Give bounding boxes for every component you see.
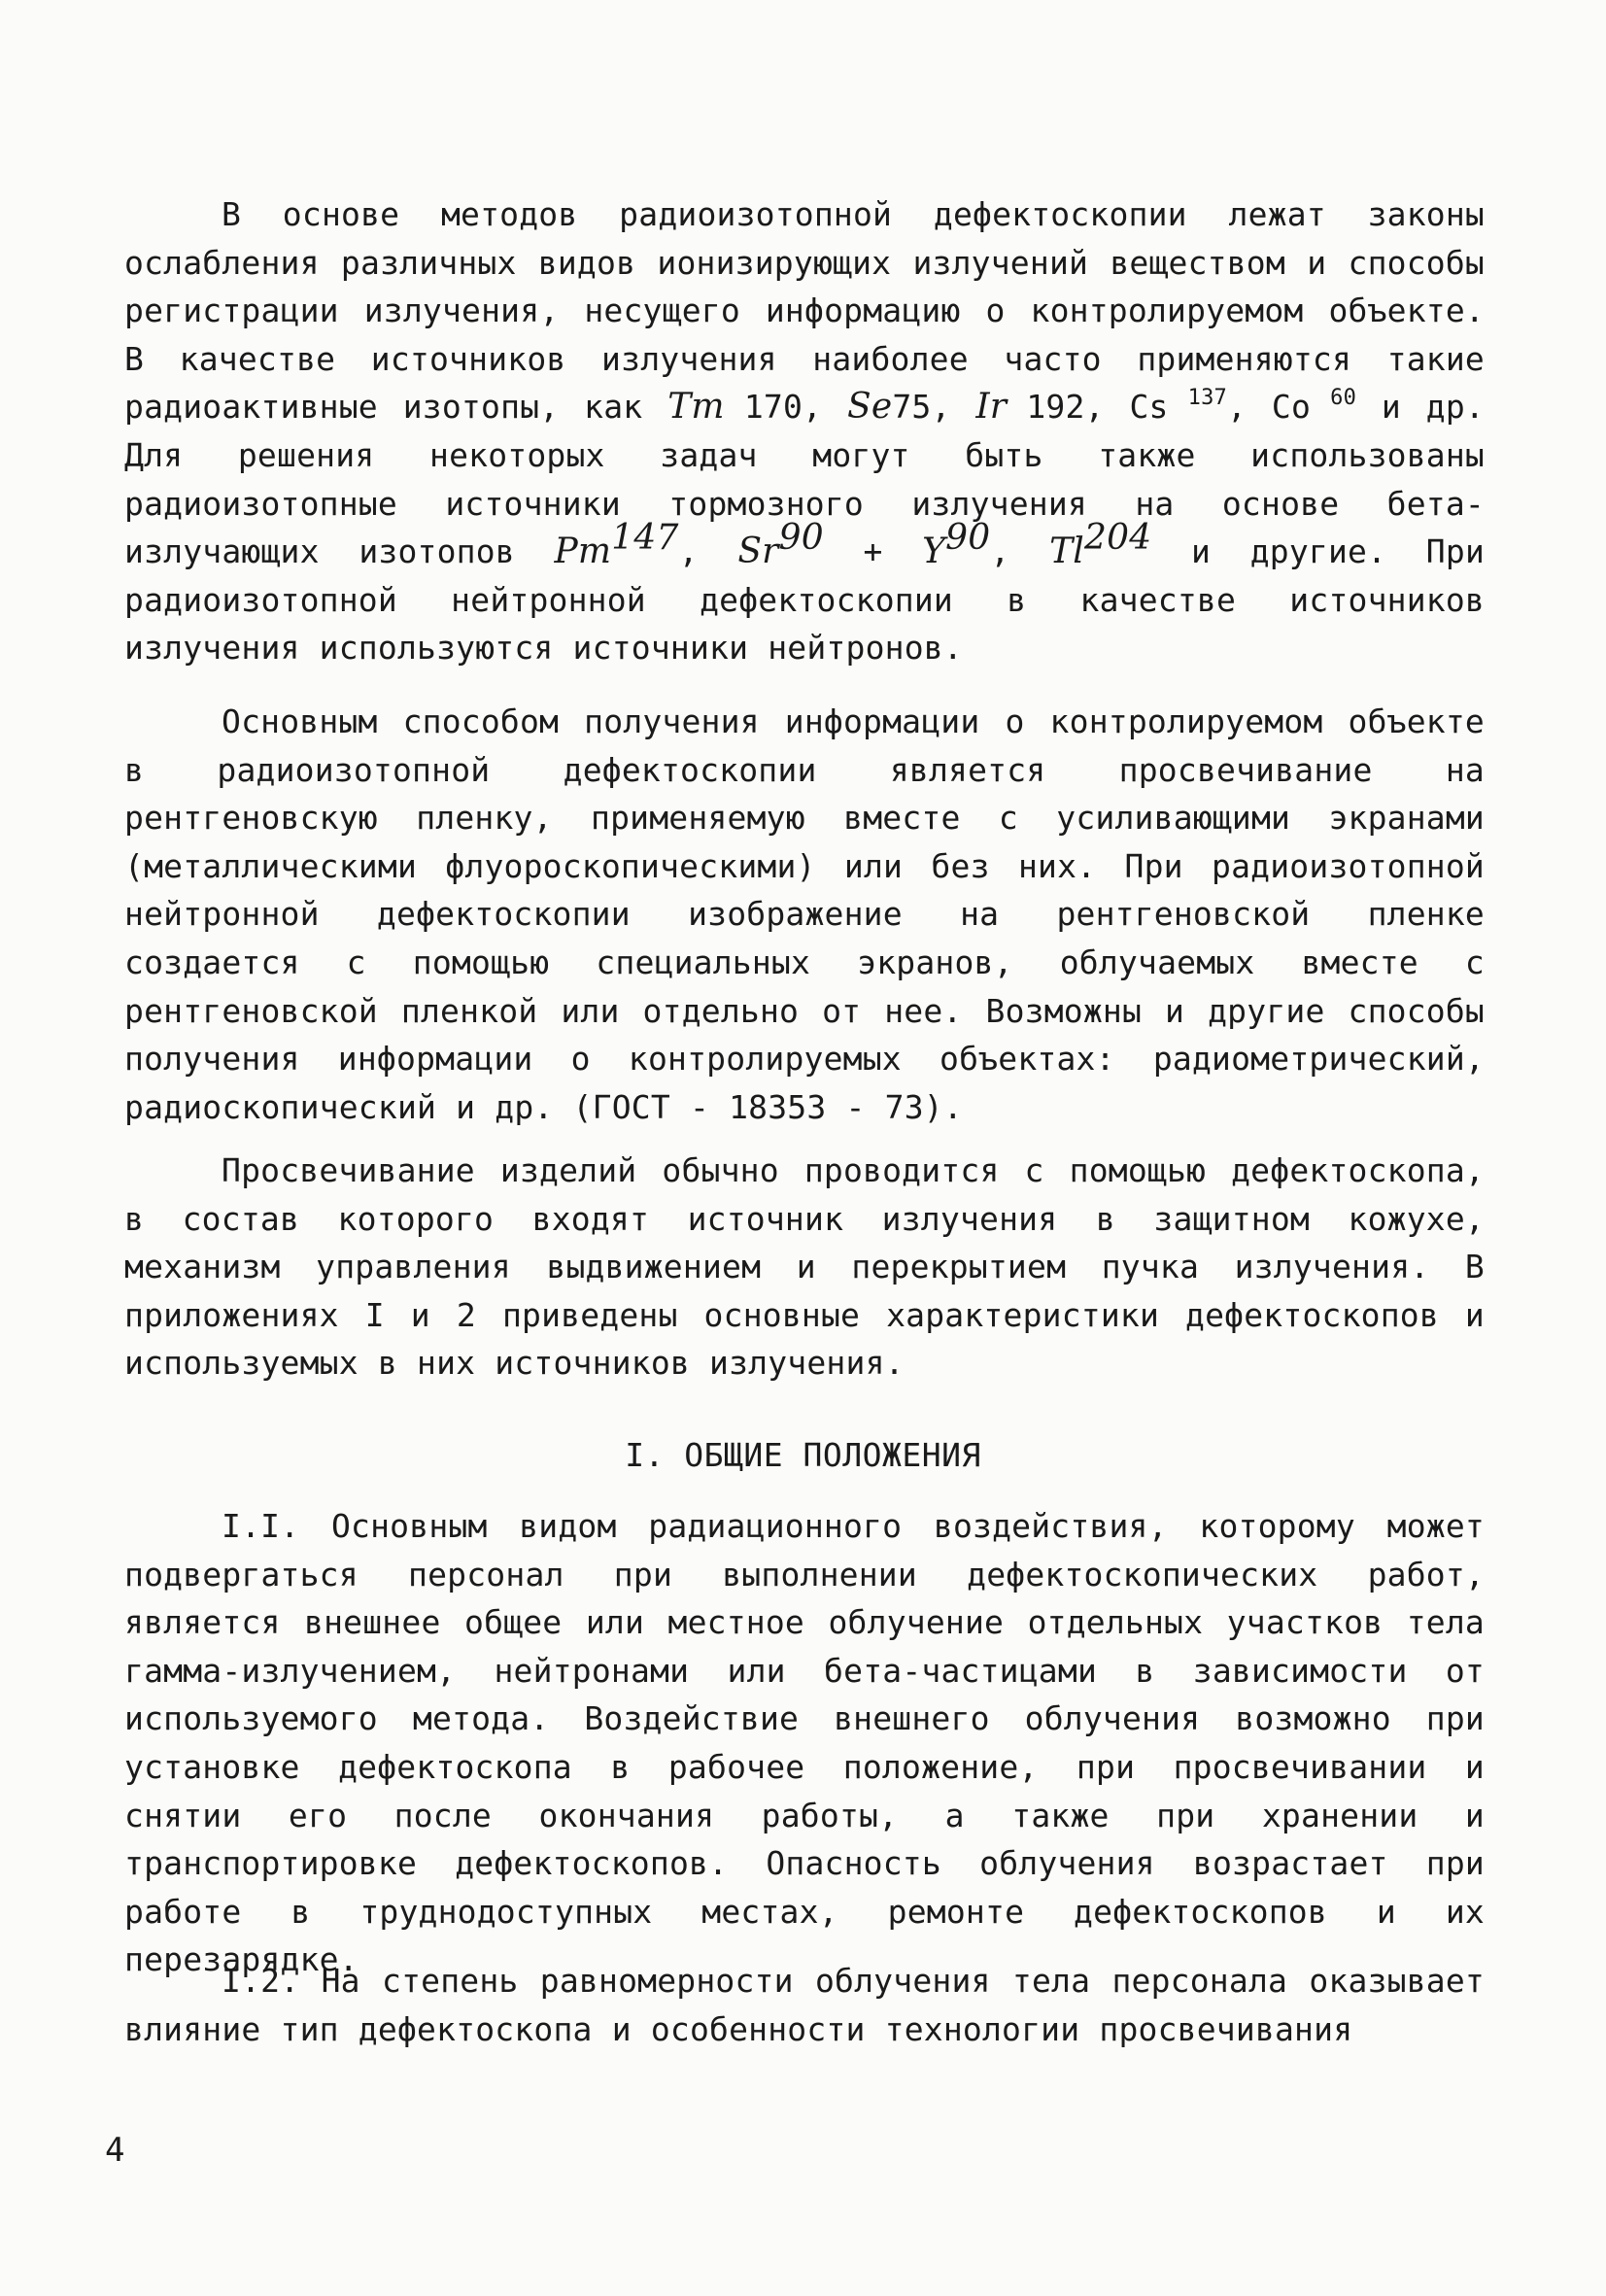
paragraph-clause-1-1: I.I. Основным видом радиационного воздействия, которому может подвергаться персонал при выполнении дефектоскопических работ, является внешнее общее или местное облучение отдельных участков тела гамма-излучением, нейтронами или бета-частицами в зависимости от используемого метода. Воздействие внешнего облучения возможно при установке дефектоскопа в рабочее положение, при просвечивании и снятии его после окончания работы, а также при хранении и транспортировке дефектоскопов. Опасность облучения возрастает при работе в труднодоступных местах, ремонте дефектоскопов и их перезарядке. <box>124 1507 1485 1979</box>
isotope-symbol: Pm <box>554 531 612 572</box>
separator: , <box>1084 388 1130 427</box>
section-heading: I. ОБЩИЕ ПОЛОЖЕНИЯ <box>625 1436 981 1474</box>
isotope-symbol: Tl <box>1049 531 1085 572</box>
separator: , <box>990 532 1050 571</box>
isotope-mass: 90 <box>945 518 991 559</box>
isotope-symbol: Ir <box>975 387 1008 428</box>
isotope-symbol: Se <box>846 387 893 428</box>
isotope-symbol: Cs <box>1129 388 1169 427</box>
paragraph-clause-1-2: I.2. На степень равномерности облучения тела персонала оказывает влияние тип дефектоскопа и особенности технологии просвечивания <box>124 1962 1485 2048</box>
paragraph-text: В основе методов радиоизотопной дефектоскопии лежат законы ослабления различных видов ионизирующих излучений веществом и способы регистрации излучения, несущего информацию о контролируемом объекте. В качестве источников излучения наиболее часто применяются такие радиоактивные изотопы, как <box>124 195 1485 427</box>
isotope-mass: 170 <box>743 388 803 427</box>
isotope-symbol: Tm <box>667 387 725 428</box>
separator: , <box>803 388 847 427</box>
isotope-symbol: Sr <box>737 531 779 572</box>
separator: , <box>931 388 976 427</box>
isotope-mass: 204 <box>1084 518 1152 559</box>
isotope-symbol: Y <box>922 531 946 572</box>
isotope-mass: 75 <box>892 388 932 427</box>
paragraph-text: и другие. При радиоизотопной нейтронной дефектоскопии в качестве источников излучения используются источники нейтронов. <box>124 532 1486 668</box>
isotope-mass: 60 <box>1330 386 1357 411</box>
separator: , <box>1227 388 1272 427</box>
isotope-mass: 147 <box>611 518 679 559</box>
isotope-mass: 137 <box>1187 386 1227 411</box>
separator: + <box>823 532 923 571</box>
isotope-mass: 192 <box>1026 388 1085 427</box>
paragraph-intro-isotopes <box>124 190 1485 672</box>
isotope-mass: 90 <box>778 518 824 559</box>
separator: , <box>678 532 738 571</box>
paragraph-defectoscope: Просвечивание изделий обычно проводится с помощью дефектоскопа, в состав которого входят источник излучения в защитном кожухе, механизм управления выдвижением и перекрытием пучка излучения. В приложениях I и 2 приведены основные характеристики дефектоскопов и используемых в них источников излучения. <box>124 1151 1485 1383</box>
page-number: 4 <box>105 2131 125 2170</box>
isotope-symbol: Co <box>1271 388 1312 427</box>
paragraph-text: и др. Для решения некоторых задач могут быть также использованы радиоизотопные источники тормозного излучения на основе бета-излучающих изотопов <box>124 388 1486 571</box>
paragraph-information-methods: Основным способом получения информации о контролируемом объекте в радиоизотопной дефектоскопии является просвечивание на рентгеновскую пленку, применяемую вместе с усиливающими экранами (металлическими флуороскопическими) или без них. При радиоизотопной нейтронной дефектоскопии изображение на рентгеновской пленке создается с помощью специальных экранов, облучаемых вместе с рентгеновской пленкой или отдельно от нее. Возможны и другие способы получения информации о контролируемых объектах: радиометрический, радиоскопический и др. (ГОСТ - 18353 - 73). <box>124 703 1485 1126</box>
